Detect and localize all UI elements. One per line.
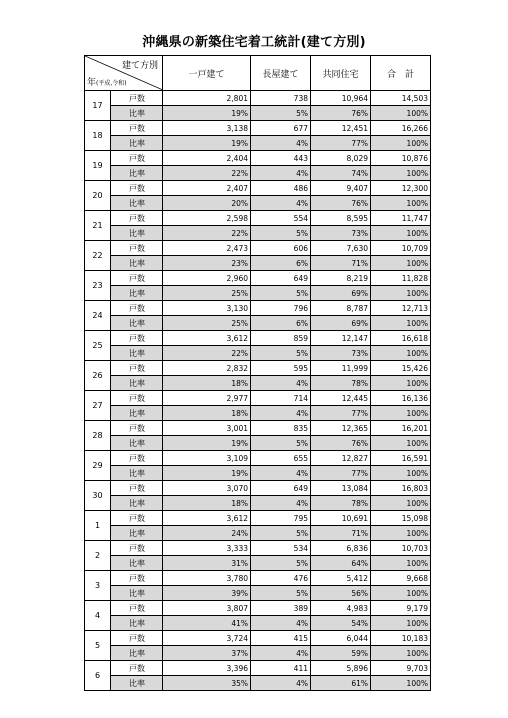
count-cell: 10,703	[371, 541, 431, 556]
ratio-cell: 59%	[311, 646, 371, 661]
count-cell: 649	[251, 271, 311, 286]
ratio-cell: 5%	[251, 346, 311, 361]
ratio-cell: 19%	[163, 436, 251, 451]
ratio-cell: 77%	[311, 466, 371, 481]
ratio-cell: 76%	[311, 106, 371, 121]
ratio-cell: 100%	[371, 496, 431, 511]
row-type-ratio: 比率	[111, 586, 163, 601]
row-type-ratio: 比率	[111, 616, 163, 631]
ratio-cell: 77%	[311, 406, 371, 421]
ratio-cell: 5%	[251, 436, 311, 451]
ratio-cell: 77%	[311, 136, 371, 151]
ratio-cell: 25%	[163, 286, 251, 301]
count-cell: 12,147	[311, 331, 371, 346]
count-cell: 6,044	[311, 631, 371, 646]
table-row	[85, 376, 431, 391]
count-cell: 7,630	[311, 241, 371, 256]
count-cell: 12,365	[311, 421, 371, 436]
ratio-cell: 24%	[163, 526, 251, 541]
row-type-ratio: 比率	[111, 526, 163, 541]
ratio-cell: 100%	[371, 556, 431, 571]
table-row	[85, 316, 431, 331]
ratio-cell: 100%	[371, 256, 431, 271]
year-label: 年(平成,令和)	[87, 78, 127, 88]
year-cell: 1	[85, 511, 111, 541]
count-cell: 3,109	[163, 451, 251, 466]
table-row	[85, 196, 431, 211]
row-type-ratio: 比率	[111, 466, 163, 481]
ratio-cell: 5%	[251, 556, 311, 571]
table-row	[85, 481, 431, 496]
row-type-ratio: 比率	[111, 646, 163, 661]
table-row	[85, 271, 431, 286]
count-cell: 16,618	[371, 331, 431, 346]
ratio-cell: 4%	[251, 646, 311, 661]
count-cell: 677	[251, 121, 311, 136]
table-row	[85, 181, 431, 196]
ratio-cell: 4%	[251, 676, 311, 691]
ratio-cell: 4%	[251, 136, 311, 151]
row-type-ratio: 比率	[111, 316, 163, 331]
table-row	[85, 241, 431, 256]
table-row	[85, 631, 431, 646]
count-cell: 8,595	[311, 211, 371, 226]
ratio-cell: 5%	[251, 106, 311, 121]
count-cell: 554	[251, 211, 311, 226]
ratio-cell: 19%	[163, 106, 251, 121]
count-cell: 9,179	[371, 601, 431, 616]
count-cell: 3,612	[163, 511, 251, 526]
ratio-cell: 100%	[371, 646, 431, 661]
construction-type-label: 建て方別	[121, 61, 158, 71]
year-cell: 3	[85, 571, 111, 601]
ratio-cell: 39%	[163, 586, 251, 601]
column-header-row-house: 長屋建て	[251, 56, 311, 91]
count-cell: 389	[251, 601, 311, 616]
row-type-ratio: 比率	[111, 346, 163, 361]
count-cell: 4,983	[311, 601, 371, 616]
ratio-cell: 4%	[251, 196, 311, 211]
row-type-ratio: 比率	[111, 286, 163, 301]
ratio-cell: 4%	[251, 166, 311, 181]
year-cell: 29	[85, 451, 111, 481]
row-type-ratio: 比率	[111, 556, 163, 571]
count-cell: 16,266	[371, 121, 431, 136]
count-cell: 486	[251, 181, 311, 196]
count-cell: 3,138	[163, 121, 251, 136]
count-cell: 10,691	[311, 511, 371, 526]
table-row	[85, 421, 431, 436]
ratio-cell: 25%	[163, 316, 251, 331]
count-cell: 2,960	[163, 271, 251, 286]
table-row	[85, 391, 431, 406]
row-type-count: 戸数	[111, 451, 163, 466]
table-row	[85, 406, 431, 421]
ratio-cell: 4%	[251, 496, 311, 511]
table-row	[85, 511, 431, 526]
count-cell: 10,964	[311, 91, 371, 106]
ratio-cell: 73%	[311, 226, 371, 241]
count-cell: 8,029	[311, 151, 371, 166]
count-cell: 16,803	[371, 481, 431, 496]
row-type-count: 戸数	[111, 391, 163, 406]
table-row	[85, 616, 431, 631]
column-header-apartment: 共同住宅	[311, 56, 371, 91]
table-row	[85, 106, 431, 121]
count-cell: 5,412	[311, 571, 371, 586]
table-row	[85, 301, 431, 316]
count-cell: 11,747	[371, 211, 431, 226]
table-row	[85, 436, 431, 451]
ratio-cell: 78%	[311, 496, 371, 511]
row-type-ratio: 比率	[111, 166, 163, 181]
ratio-cell: 100%	[371, 226, 431, 241]
count-cell: 2,473	[163, 241, 251, 256]
ratio-cell: 100%	[371, 346, 431, 361]
ratio-cell: 5%	[251, 526, 311, 541]
count-cell: 2,832	[163, 361, 251, 376]
ratio-cell: 35%	[163, 676, 251, 691]
ratio-cell: 76%	[311, 196, 371, 211]
ratio-cell: 74%	[311, 166, 371, 181]
year-cell: 27	[85, 391, 111, 421]
row-type-ratio: 比率	[111, 196, 163, 211]
count-cell: 10,709	[371, 241, 431, 256]
year-cell: 19	[85, 151, 111, 181]
count-cell: 443	[251, 151, 311, 166]
row-type-count: 戸数	[111, 301, 163, 316]
count-cell: 2,404	[163, 151, 251, 166]
ratio-cell: 4%	[251, 406, 311, 421]
table-row	[85, 451, 431, 466]
year-cell: 24	[85, 301, 111, 331]
year-cell: 25	[85, 331, 111, 361]
count-cell: 11,999	[311, 361, 371, 376]
ratio-cell: 73%	[311, 346, 371, 361]
count-cell: 12,713	[371, 301, 431, 316]
housing-starts-table	[84, 55, 431, 691]
ratio-cell: 22%	[163, 166, 251, 181]
row-type-ratio: 比率	[111, 136, 163, 151]
count-cell: 16,591	[371, 451, 431, 466]
count-cell: 10,876	[371, 151, 431, 166]
ratio-cell: 76%	[311, 436, 371, 451]
table-row	[85, 496, 431, 511]
row-type-ratio: 比率	[111, 226, 163, 241]
table-row	[85, 346, 431, 361]
table-row	[85, 601, 431, 616]
table-row	[85, 151, 431, 166]
row-type-ratio: 比率	[111, 676, 163, 691]
ratio-cell: 41%	[163, 616, 251, 631]
year-cell: 20	[85, 181, 111, 211]
table-row	[85, 286, 431, 301]
page-title: 沖縄県の新築住宅着工統計(建て方別)	[142, 35, 366, 50]
table-row	[85, 136, 431, 151]
row-type-count: 戸数	[111, 361, 163, 376]
ratio-cell: 100%	[371, 136, 431, 151]
table-row	[85, 526, 431, 541]
row-type-count: 戸数	[111, 541, 163, 556]
count-cell: 655	[251, 451, 311, 466]
row-type-count: 戸数	[111, 631, 163, 646]
ratio-cell: 4%	[251, 376, 311, 391]
count-cell: 835	[251, 421, 311, 436]
count-cell: 415	[251, 631, 311, 646]
ratio-cell: 71%	[311, 526, 371, 541]
count-cell: 15,098	[371, 511, 431, 526]
count-cell: 3,724	[163, 631, 251, 646]
ratio-cell: 5%	[251, 226, 311, 241]
table-row	[85, 211, 431, 226]
ratio-cell: 78%	[311, 376, 371, 391]
count-cell: 411	[251, 661, 311, 676]
ratio-cell: 37%	[163, 646, 251, 661]
column-header-total: 合 計	[371, 56, 431, 91]
ratio-cell: 100%	[371, 586, 431, 601]
ratio-cell: 19%	[163, 466, 251, 481]
ratio-cell: 19%	[163, 136, 251, 151]
count-cell: 3,001	[163, 421, 251, 436]
row-type-count: 戸数	[111, 331, 163, 346]
row-type-count: 戸数	[111, 571, 163, 586]
count-cell: 16,201	[371, 421, 431, 436]
ratio-cell: 18%	[163, 496, 251, 511]
table-row	[85, 361, 431, 376]
count-cell: 3,333	[163, 541, 251, 556]
row-type-count: 戸数	[111, 511, 163, 526]
row-type-count: 戸数	[111, 151, 163, 166]
row-type-count: 戸数	[111, 241, 163, 256]
table-body	[85, 91, 431, 691]
count-cell: 6,836	[311, 541, 371, 556]
count-cell: 8,219	[311, 271, 371, 286]
year-cell: 17	[85, 91, 111, 121]
year-cell: 23	[85, 271, 111, 301]
ratio-cell: 6%	[251, 316, 311, 331]
ratio-cell: 100%	[371, 526, 431, 541]
count-cell: 3,780	[163, 571, 251, 586]
ratio-cell: 100%	[371, 466, 431, 481]
table-row	[85, 226, 431, 241]
ratio-cell: 22%	[163, 226, 251, 241]
table-row	[85, 166, 431, 181]
row-type-count: 戸数	[111, 271, 163, 286]
count-cell: 2,407	[163, 181, 251, 196]
row-type-ratio: 比率	[111, 376, 163, 391]
ratio-cell: 5%	[251, 286, 311, 301]
count-cell: 796	[251, 301, 311, 316]
count-cell: 476	[251, 571, 311, 586]
count-cell: 12,827	[311, 451, 371, 466]
year-cell: 2	[85, 541, 111, 571]
year-cell: 18	[85, 121, 111, 151]
ratio-cell: 100%	[371, 106, 431, 121]
table-row	[85, 91, 431, 106]
ratio-cell: 100%	[371, 166, 431, 181]
row-type-ratio: 比率	[111, 106, 163, 121]
table-row	[85, 646, 431, 661]
row-type-ratio: 比率	[111, 256, 163, 271]
table-row	[85, 676, 431, 691]
count-cell: 9,407	[311, 181, 371, 196]
count-cell: 3,807	[163, 601, 251, 616]
count-cell: 606	[251, 241, 311, 256]
ratio-cell: 18%	[163, 406, 251, 421]
row-type-ratio: 比率	[111, 406, 163, 421]
year-cell: 22	[85, 241, 111, 271]
ratio-cell: 4%	[251, 466, 311, 481]
year-cell: 21	[85, 211, 111, 241]
row-type-count: 戸数	[111, 121, 163, 136]
count-cell: 3,070	[163, 481, 251, 496]
table-row	[85, 256, 431, 271]
row-type-count: 戸数	[111, 661, 163, 676]
count-cell: 3,396	[163, 661, 251, 676]
ratio-cell: 64%	[311, 556, 371, 571]
table-row	[85, 556, 431, 571]
year-cell: 4	[85, 601, 111, 631]
ratio-cell: 69%	[311, 286, 371, 301]
ratio-cell: 23%	[163, 256, 251, 271]
diagonal-header-cell	[85, 56, 163, 91]
count-cell: 649	[251, 481, 311, 496]
ratio-cell: 31%	[163, 556, 251, 571]
table-row	[85, 466, 431, 481]
row-type-count: 戸数	[111, 421, 163, 436]
ratio-cell: 54%	[311, 616, 371, 631]
count-cell: 534	[251, 541, 311, 556]
count-cell: 12,300	[371, 181, 431, 196]
count-cell: 12,451	[311, 121, 371, 136]
count-cell: 714	[251, 391, 311, 406]
table-row	[85, 541, 431, 556]
ratio-cell: 71%	[311, 256, 371, 271]
ratio-cell: 100%	[371, 436, 431, 451]
ratio-cell: 100%	[371, 376, 431, 391]
ratio-cell: 56%	[311, 586, 371, 601]
count-cell: 2,977	[163, 391, 251, 406]
count-cell: 12,445	[311, 391, 371, 406]
count-cell: 595	[251, 361, 311, 376]
ratio-cell: 69%	[311, 316, 371, 331]
year-cell: 26	[85, 361, 111, 391]
ratio-cell: 100%	[371, 406, 431, 421]
row-type-ratio: 比率	[111, 496, 163, 511]
count-cell: 11,828	[371, 271, 431, 286]
ratio-cell: 100%	[371, 676, 431, 691]
count-cell: 738	[251, 91, 311, 106]
row-type-count: 戸数	[111, 211, 163, 226]
count-cell: 16,136	[371, 391, 431, 406]
count-cell: 859	[251, 331, 311, 346]
count-cell: 3,612	[163, 331, 251, 346]
ratio-cell: 18%	[163, 376, 251, 391]
table-row	[85, 121, 431, 136]
count-cell: 9,668	[371, 571, 431, 586]
ratio-cell: 5%	[251, 586, 311, 601]
column-header-detached: 一戸建て	[163, 56, 251, 91]
ratio-cell: 4%	[251, 616, 311, 631]
count-cell: 15,426	[371, 361, 431, 376]
count-cell: 8,787	[311, 301, 371, 316]
table-row	[85, 331, 431, 346]
count-cell: 795	[251, 511, 311, 526]
ratio-cell: 100%	[371, 616, 431, 631]
count-cell: 5,896	[311, 661, 371, 676]
ratio-cell: 22%	[163, 346, 251, 361]
count-cell: 10,183	[371, 631, 431, 646]
year-cell: 30	[85, 481, 111, 511]
row-type-count: 戸数	[111, 601, 163, 616]
ratio-cell: 20%	[163, 196, 251, 211]
table-row	[85, 586, 431, 601]
row-type-count: 戸数	[111, 481, 163, 496]
row-type-ratio: 比率	[111, 436, 163, 451]
row-type-count: 戸数	[111, 91, 163, 106]
header-row	[85, 56, 431, 91]
year-cell: 5	[85, 631, 111, 661]
ratio-cell: 100%	[371, 316, 431, 331]
count-cell: 2,801	[163, 91, 251, 106]
ratio-cell: 100%	[371, 286, 431, 301]
count-cell: 13,084	[311, 481, 371, 496]
row-type-count: 戸数	[111, 181, 163, 196]
year-cell: 6	[85, 661, 111, 691]
count-cell: 2,598	[163, 211, 251, 226]
count-cell: 14,503	[371, 91, 431, 106]
ratio-cell: 61%	[311, 676, 371, 691]
ratio-cell: 100%	[371, 196, 431, 211]
year-cell: 28	[85, 421, 111, 451]
count-cell: 9,703	[371, 661, 431, 676]
table-row	[85, 571, 431, 586]
ratio-cell: 6%	[251, 256, 311, 271]
count-cell: 3,130	[163, 301, 251, 316]
table-row	[85, 661, 431, 676]
